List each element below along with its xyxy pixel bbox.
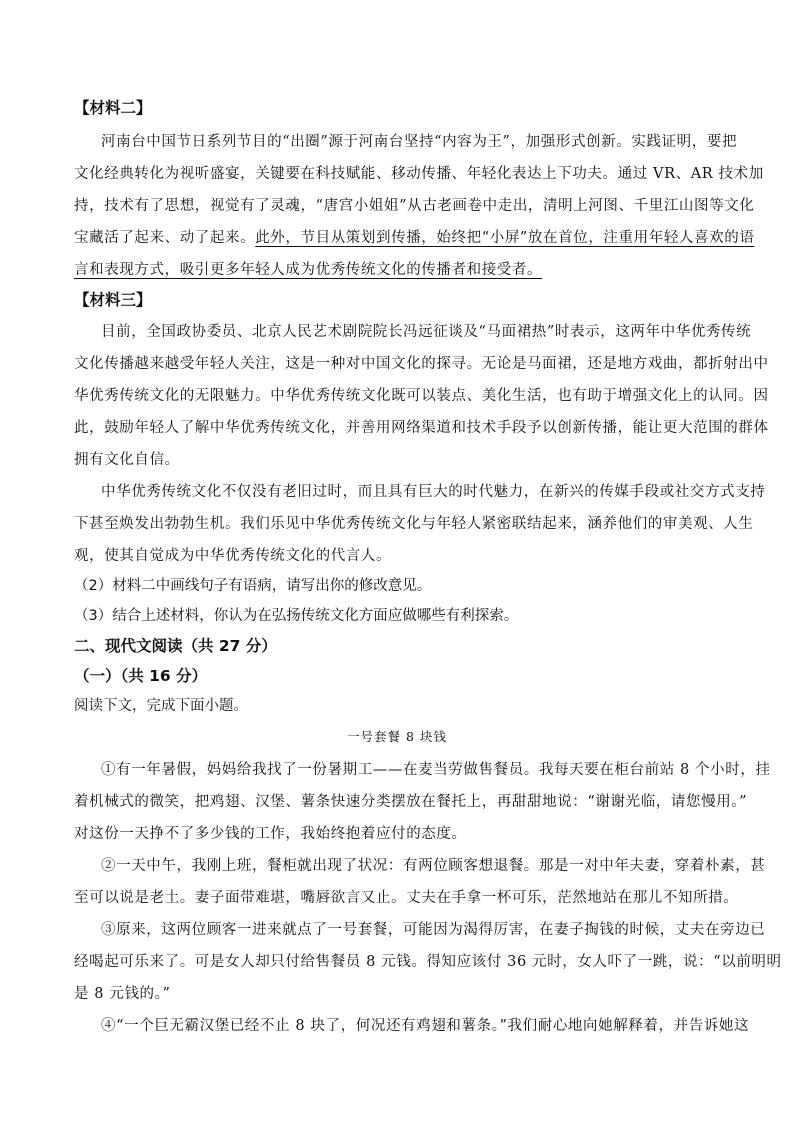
story-p2-line-1: ②一天中午，我刚上班，餐柜就出现了状况：有两位顾客想退餐。那是一对中年夫妻，穿着朴素，甚 <box>101 858 766 874</box>
material2-line-4-plain: 宝藏活了起来、动了起来。 <box>74 230 256 246</box>
material3-p1-line-5: 拥有文化自信。 <box>74 452 180 468</box>
material3-heading: 【材料三】 <box>74 291 152 309</box>
material3-p1-line-4: 此，鼓励年轻人了解中华优秀传统文化，并善用网络渠道和技术手段予以创新传播，能让更大范围的群体 <box>74 420 769 436</box>
story-p4-line-1: ④“一个巨无霸汉堡已经不止 8 块了，何况还有鸡翅和薯条。”我们耐心地向她解释着，并告诉她这 <box>101 1018 750 1034</box>
question-3: （3）结合上述材料，你认为在弘扬传统文化方面应做哪些有利探索。 <box>74 608 519 624</box>
material2-line-3: 持，技术有了思想，视觉有了灵魂，“唐宫小姐姐”从古老画卷中走出，清明上河图、千里江山图等文化 <box>74 198 755 214</box>
material3-p1-line-1: 目前，全国政协委员、北京人民艺术剧院院长冯远征谈及“马面裙热”时表示，这两年中华优秀传统 <box>101 324 752 340</box>
story-title: 一号套餐 8 块钱 <box>347 729 447 744</box>
material2-line-4 <box>74 226 755 247</box>
story-p3-line-3: 是 8 元钱的。” <box>74 986 171 1002</box>
question-2: （2）材料二中画线句子有语病，请写出你的修改意见。 <box>74 578 432 594</box>
material2-line-1: 河南台中国节日系列节目的“出圈”源于河南台坚持“内容为王”，加强形式创新。实践证明，要把 <box>101 134 738 150</box>
story-p2-line-2: 至可以说是老土。妻子面带难堪，嘴唇欲言又止。丈夫在手拿一杯可乐，茫然地站在那儿不知所措。 <box>74 890 739 906</box>
reading-instruction: 阅读下文，完成下面小题。 <box>74 698 248 714</box>
material2-line-5 <box>74 258 724 279</box>
story-p1-line-1: ①有一年暑假，妈妈给我找了一份暑期工——在麦当劳做售餐员。我每天要在柜台前站 8 个小时，挂 <box>101 762 771 778</box>
material3-p2-line-1: 中华优秀传统文化不仅没有老旧过时，而且具有巨大的时代魅力，在新兴的传媒手段或社交方式支持 <box>101 484 766 500</box>
material2-heading: 【材料二】 <box>74 99 152 117</box>
section-heading: 二、现代文阅读（共 27 分） <box>74 637 277 655</box>
story-p1-line-2: 着机械式的微笑，把鸡翅、汉堡、薯条快速分类摆放在餐托上，再甜甜地说：“谢谢光临，请您慢用。” <box>74 794 748 810</box>
underlined-sentence-part-1: 此外，节目从策划到传播，始终把“小屏”放在首位，注重用年轻人喜欢的语 <box>255 230 755 246</box>
material3-p1-line-3: 华优秀传统文化的无限魅力。中华优秀传统文化既可以装点、美化生活，也有助于增强文化上的认同。因 <box>74 388 769 404</box>
material3-p2-line-2: 下甚至焕发出勃勃生机。我们乐见中华优秀传统文化与年轻人紧密联结起来，涵养他们的审美观、人生 <box>74 516 754 532</box>
story-p3-line-1: ③原来，这两位顾客一进来就点了一号套餐，可能因为渴得厉害，在妻子掏钱的时候，丈夫在旁边已 <box>101 922 766 938</box>
story-p3-line-2: 经喝起可乐来了。可是女人却只付给售餐员 8 元钱。得知应该付 36 元时，女人吓了一跳，说：“以前明明 <box>74 954 782 970</box>
underlined-sentence-part-2: 言和表现方式，吸引更多年轻人成为优秀传统文化的传播者和接受者。 <box>74 262 543 278</box>
material3-p2-line-3: 观，使其自觉成为中华优秀传统文化的代言人。 <box>74 548 392 564</box>
material2-line-2: 文化经典转化为视听盛宴，关键要在科技赋能、移动传播、年轻化表达上下功夫。通过 VR、AR 技术加 <box>74 166 764 182</box>
material3-p1-line-2: 文化传播越来越受年轻人关注，这是一种对中国文化的探寻。无论是马面裙，还是地方戏曲，都折射出中 <box>74 356 769 372</box>
subsection-heading: （一）（共 16 分） <box>74 667 208 685</box>
story-p1-line-3: 对这份一天挣不了多少钱的工作，我始终抱着应付的态度。 <box>74 826 467 842</box>
